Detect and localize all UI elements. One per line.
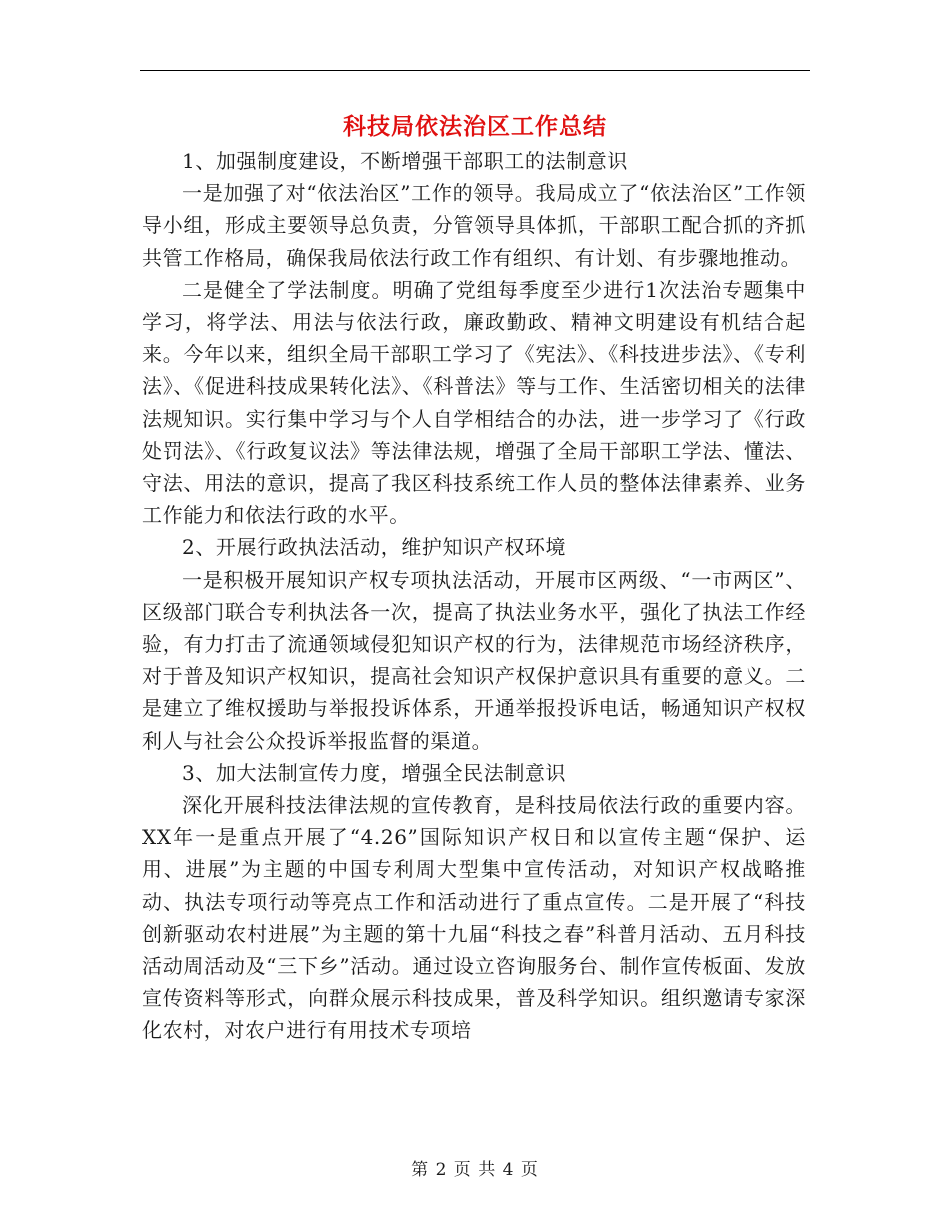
- header-rule: [140, 70, 810, 71]
- body-paragraph: 深化开展科技法律法规的宣传教育，是科技局依法行政的重要内容。XX年一是重点开展了“4.26”国际知识产权日和以宣传主题“保护、运用、进展”为主题的中国专利周大型集中宣传活动，对知识产权战略推动、执法专项行动等亮点工作和活动进行了重点宣传。二是开展了“科技创新驱动农村进展”为主题的第十九届“科技之春”科普月活动、五月科技活动周活动及“三下乡”活动。通过设立咨询服务台、制作宣传板面、发放宣传资料等形式，向群众展示科技成果，普及科学知识。组织邀请专家深化农村，对农户进行有用技术专项培: [142, 793, 806, 1043]
- body-paragraph: 二是健全了学法制度。明确了党组每季度至少进行1次法治专题集中学习，将学法、用法与依法行政，廉政勤政、精神文明建设有机结合起来。今年以来，组织全局干部职工学习了《宪法》、《科技进步法》、《专利法》、《促进科技成果转化法》、《科普法》等与工作、生活密切相关的法律法规知识。实行集中学习与个人自学相结合的办法，进一步学习了《行政处罚法》、《行政复议法》等法律法规，增强了全局干部职工学法、懂法、守法、用法的意识，提高了我区科技系统工作人员的整体法律素养、业务工作能力和依法行政的水平。: [142, 277, 806, 528]
- body-paragraph: 一是积极开展知识产权专项执法活动，开展市区两级、“一市两区”、区级部门联合专利执法各一次，提高了执法业务水平，强化了执法工作经验，有力打击了流通领域侵犯知识产权的行为，法律规范市场经济秩序，对于普及知识产权知识，提高社会知识产权保护意识具有重要的意义。二是建立了维权援助与举报投诉体系，开通举报投诉电话，畅通知识产权权利人与社会公众投诉举报监督的渠道。: [142, 567, 806, 753]
- document-body: [142, 145, 806, 1047]
- body-paragraph: 一是加强了对“依法治区”工作的领导。我局成立了“依法治区”工作领导小组，形成主要领导总负责，分管领导具体抓，干部职工配合抓的齐抓共管工作格局，确保我局依法行政工作有组织、有计划、有步骤地推动。: [142, 181, 806, 270]
- section-heading-1: 1、加强制度建设，不断增强干部职工的法制意识: [182, 149, 628, 173]
- document-title: 科技局依法治区工作总结: [343, 113, 607, 140]
- section-heading-2: 2、开展行政执法活动，维护知识产权环境: [182, 535, 567, 560]
- section-heading-3: 3、加大法制宣传力度，增强全民法制意识: [182, 760, 567, 785]
- page-number: 第 2 页 共 4 页: [411, 1160, 539, 1180]
